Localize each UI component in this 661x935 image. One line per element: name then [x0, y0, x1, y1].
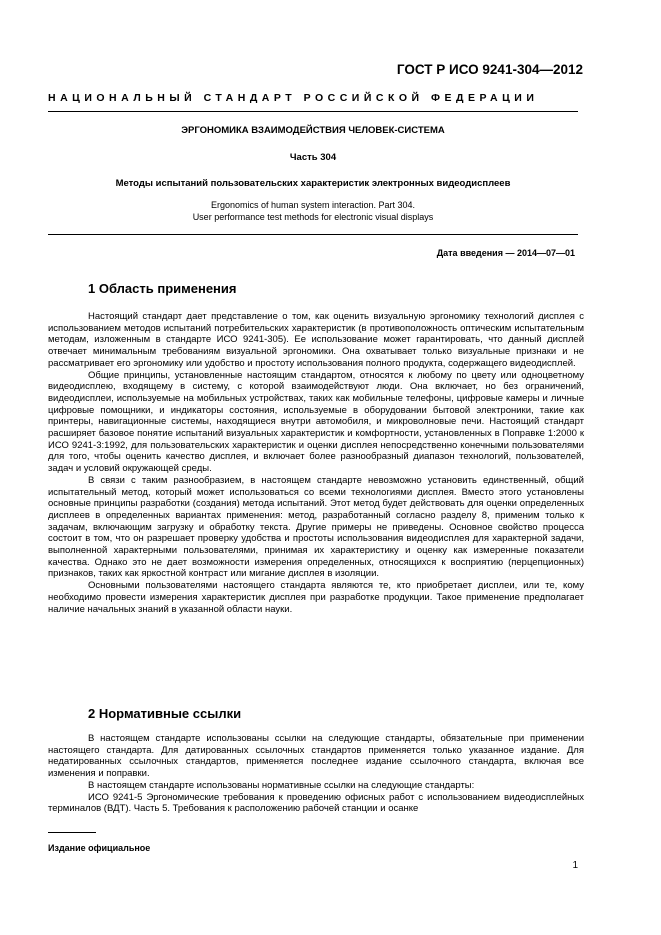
- english-title-line-1: Ergonomics of human system interaction. Part 304.: [210, 200, 416, 210]
- paragraph: ИСО 9241-5 Эргономические требования к проведению офисных работ с использованием видеодисплейных терминалов (ВДТ). Часть 5. Требования к расположению рабочей станции и осанке: [48, 791, 584, 815]
- paragraph: Основными пользователями настоящего стандарта являются те, кто приобретает дисплеи, или те, кому необходимо провести измерения характеристик дисплея при разработке продукции. Такое применение предполагает наличие начальных знаний в указанной области науки.: [48, 580, 584, 615]
- title-divider: [48, 234, 578, 235]
- paragraph: В настоящем стандарте использованы нормативные ссылки на следующие стандарты:: [88, 779, 475, 791]
- section-1-body: [48, 311, 584, 615]
- footer-divider: [48, 832, 96, 833]
- paragraph: В связи с таким разнообразием, в настоящем стандарте невозможно установить единственный, общий испытательный метод, который может использоваться со всеми технологиями дисплея. Вместо этого установлены основные принципы разработки (создания) метода испытаний. Этот метод будет действовать для оценки определенных дисплеев в определенных вариантах применения: метод, разработанный согласно разделу 8, применим только к задачам, включающим загрузку и обработку текста. Другие примеры не приведены. Основное свойство процесса состоит в том, что он разрешает проверку удобства и простоты использования видеодисплея для характерной задачи, выполненной характерными пользователями, принимая их характеристику и оценку как измеренные показатели качества. Однако это не дает возможности измерения определенных, относящихся к восприятию (перцепционных) признаков, таких как яркостной контраст или мигание дисплея в изоляции.: [48, 474, 584, 580]
- introduction-date: Дата введения — 2014—07—01: [436, 248, 575, 258]
- paragraph: Общие принципы, установленные настоящим стандартом, относятся к любому по цвету или одноцветному видеодисплею, входящему в систему, с которой взаимодействуют люди. Она включает, но без ограничений, видеодисплеи, используемые на мобильных устройствах, таких как мобильные телефоны, цифровые камеры и личные цифровые помощники, и индикаторы состояния, используемые в оборудовании бытовой электроники, такие как принтеры, навигационные системы, находящиеся внутри автомобиля, и микроволновые печи. Настоящий стандарт расширяет базовое понятие испытаний визуальных характеристик и комфортности, установленных в Поправке 1:2000 к ИСО 9241-3:1992, для пользовательских характеристик и оценки дисплея непосредственно конечными пользователями для того, чтобы оценить качество дисплея, и включает более разнообразный диапазон технологий, пользователей, задач и условий окружающей среды.: [48, 369, 584, 475]
- section-2-heading: 2 Нормативные ссылки: [88, 706, 242, 721]
- paragraph: В настоящем стандарте использованы ссылки на следующие стандарты, обязательные при применении настоящего стандарта. Для датированных ссылочных стандартов применяется только указанное издание. Для недатированных ссылочных стандартов, применяется последнее издание ссылочного стандарта, включая все изменения и поправки.: [48, 733, 584, 780]
- paragraph: Настоящий стандарт дает представление о том, как оценить визуальную эргономику технологий дисплея с использованием методов испытаний потребительских характеристик (в противоположность оптическим испытательным методам, изложенным в стандарте ИСО 9241-305). Ее использование может гарантировать, что данный дисплей отвечает минимальным требованиям визуальной эргономики. Она охватывает только визуальные признаки и не рассматривает его эргономику или удобство и простоту использования полного продукта, содержащего видеодисплей.: [48, 311, 584, 369]
- national-standard-label: НАЦИОНАЛЬНЫЙ СТАНДАРТ РОССИЙСКОЙ ФЕДЕРАЦИИ: [48, 92, 539, 104]
- section-1-heading: 1 Область применения: [88, 281, 237, 296]
- document-part: Часть 304: [289, 152, 337, 163]
- page-number: 1: [572, 860, 578, 871]
- english-title-line-2: User performance test methods for electronic visual displays: [192, 212, 434, 222]
- document-subtitle: Методы испытаний пользовательских характеристик электронных видеодисплеев: [115, 178, 511, 189]
- edition-label: Издание официальное: [48, 843, 151, 853]
- document-title: ЭРГОНОМИКА ВЗАИМОДЕЙСТВИЯ ЧЕЛОВЕК-СИСТЕМА: [181, 125, 445, 136]
- top-divider: [48, 111, 578, 112]
- document-id: ГОСТ Р ИСО 9241-304—2012: [396, 62, 583, 77]
- section-2-body: [48, 733, 584, 815]
